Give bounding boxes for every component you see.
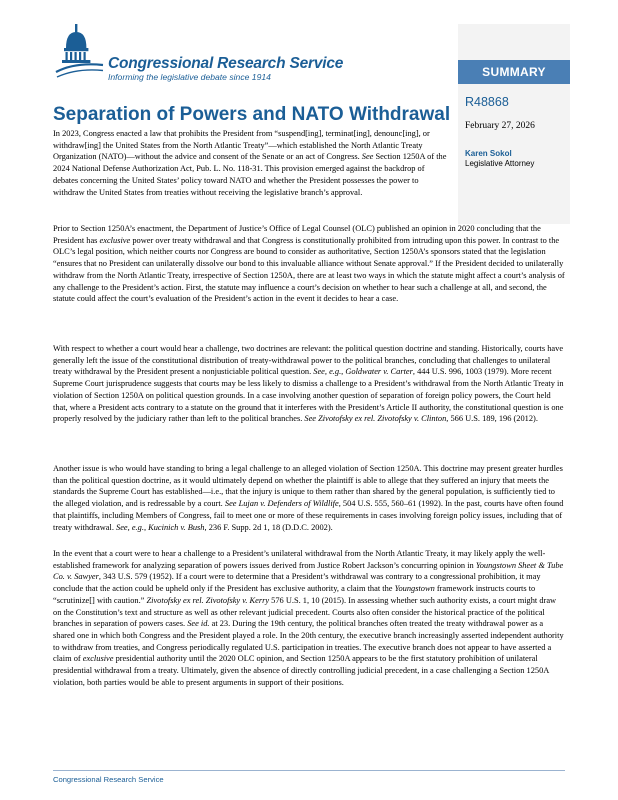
summary-label: SUMMARY	[458, 60, 570, 84]
author-title: Legislative Attorney	[465, 159, 535, 168]
summary-paragraph-2: Prior to Section 1250A’s enactment, the Department of Justice’s Office of Legal Counsel (OLC) published an opinion in 2020 concluding that the President has exclusive power over treaty withdrawal and that Congress is constitutionally prohibited from intruding upon this power. In contrast to the OLC’s legal position, which neither courts nor Congress are bound to consider as authoritative, Section 1250A’s sponsors stated that the legislation “ensures that no President can unilaterally dissolve our bond to this invaluable alliance without Senate approval.” If the President decided to unilaterally withdraw from the North Atlantic Treaty, irrespective of Section 1250A, there are at least two ways in which the statute might affect a court’s analysis of any challenge to the President’s action. First, the statute may influence a court’s decision on whether to hear such a challenge at all, and second, the statute could affect the court’s evaluation of the President’s action in the event it decides to hear a case.	[53, 224, 565, 304]
crs-logo	[55, 22, 344, 84]
summary-paragraph-4: Another issue is who would have standing to bring a legal challenge to an alleged violation of Section 1250A. This doctrine may present greater hurdles than the political question doctrine, as it would ultimately depend on whether the plaintiff is able to allege that they suffered an injury that meets the standards the Supreme Court has established—i.e., that the injury is unique to them rather than shared by the general population, is sufficiently tied to the alleged violation, and is redressable by a court. See Lujan v. Defenders of Wildlife, 504 U.S. 555, 560–61 (1992). In the past, courts have often found that plaintiffs, including Members of Congress, fail to meet one or more of these requirements in cases involving foreign policy issues, including that of treaty withdrawal. See, e.g., Kucinich v. Bush, 236 F. Supp. 2d 1, 18 (D.D.C. 2002).	[53, 464, 564, 532]
page-title: Separation of Powers and NATO Withdrawal	[53, 104, 451, 125]
report-number: R48868	[465, 95, 509, 109]
organization-name: Congressional Research Service	[108, 55, 344, 72]
organization-tagline: Informing the legislative debate since 1914	[108, 72, 271, 82]
summary-paragraph-1: In 2023, Congress enacted a law that prohibits the President from “suspend[ing], terminat[ing], denounc[ing], or withdraw[ing] the United States from the North Atlantic Treaty”—which established the North Atlantic Treaty Organization (NATO)—without the advice and consent of the Senate or an act of Congress. See Section 1250A of the 2024 National Defense Authorization Act, Pub. L. No. 118-31. This provision emerged against the backdrop of debates concerning the United States’ policy toward NATO and whether the President possesses the power to withdraw the United States from treaties without receiving the legislative branch’s approval.	[53, 129, 447, 197]
footer-divider	[53, 770, 565, 771]
footer-text: Congressional Research Service	[53, 775, 164, 784]
report-date: February 27, 2026	[465, 121, 535, 131]
author-name: Karen Sokol	[465, 149, 512, 158]
capitol-dome-icon	[55, 22, 105, 82]
summary-paragraph-3: With respect to whether a court would hear a challenge, two doctrines are relevant: the political question doctrine and standing. Historically, courts have generally left the issue of the constitutional distribution of treaty-withdrawal power to the political branches, concluding that challenges to unilateral treaty withdrawal by the President present a nonjusticiable political question. See, e.g., Goldwater v. Carter, 444 U.S. 996, 1003 (1979). More recent Supreme Court jurisprudence suggests that courts may be less likely to dismiss a challenge to a President’s withdrawal from the North Atlantic Treaty in violation of Section 1250A on political question grounds. In a case involving another question of separation of foreign policy powers, the Court held that, where a President acts contrary to a statute on the ground that it interferes with the President’s Article II authority, the constitutional question is one properly resolved by the judiciary rather than left to the political branches. See Zivotofsky ex rel. Zivotofsky v. Clinton, 566 U.S. 189, 196 (2012).	[53, 344, 564, 424]
summary-paragraph-5: In the event that a court were to hear a challenge to a President’s unilateral withdrawal from the North Atlantic Treaty, it may likely apply the well-established framework for analyzing separation of powers issues derived from Justice Robert Jackson’s concurring opinion in Youngstown Sheet & Tube Co. v. Sawyer, 343 U.S. 579 (1952). If a court were to determine that a President’s withdrawal was contrary to a congressional prohibition, it may conclude that the action could be upheld only if the President has exclusive authority, a claim that the Youngstown framework instructs courts to “scrutinize[] with caution.” Zivotofsky ex rel. Zivotofsky v. Kerry 576 U.S. 1, 10 (2015). In assessing whether such authority exists, a court might draw on the Constitution’s text and structure as well as other relevant judicial precedent. Courts also often consider the historical practice of the political branches in separation of powers cases. See id. at 23. During the 19th century, the political branches often treated the treaty withdrawal power as a shared one in which both Congress and the President played a role. In the 20th century, the executive branch increasingly asserted independent authority to withdraw from treaties, and Congress periodically regulated U.S. participation in treaties. The executive branch does not appear to have asserted a claim of exclusive presidential authority until the 2020 OLC opinion, and Section 1250A appears to be the first statutory prohibition of unilateral presidential withdrawal from a treaty. Ultimately, given the absence of directly controlling judicial precedent, in a case challenging a Section 1250A violation, both parties would be able to present arguments in support of their positions.	[53, 549, 564, 687]
